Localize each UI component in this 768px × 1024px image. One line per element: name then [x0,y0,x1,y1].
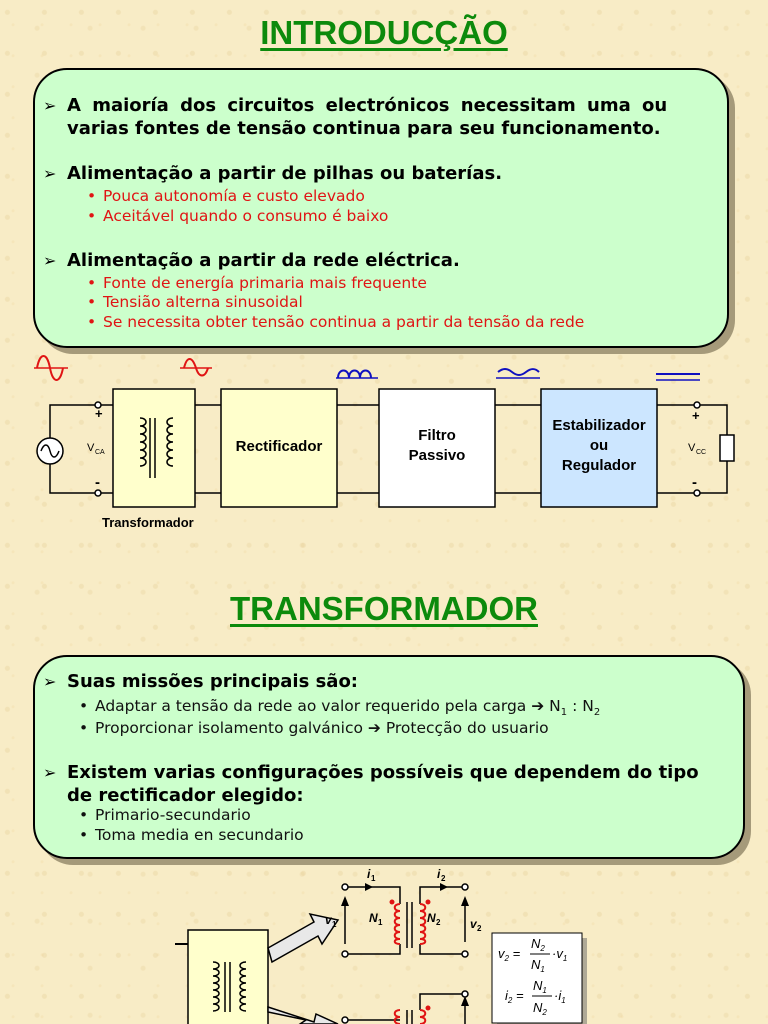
plus-sign: + [692,408,700,423]
sub-bullet-text: Toma media en secundario [95,826,304,844]
regulator-label-line2: ou [589,437,609,454]
i1-subscript: 1 [371,874,376,883]
regulator-label-line1: Estabilizador [552,417,646,434]
ratio-colon: : [567,697,583,715]
arrow-bullet-icon: ➢ [43,763,57,782]
v1-subscript: 1 [332,920,337,929]
sub-bullet-text: Se necessita obter tensão continua a partir da tensão da rede [103,313,585,331]
ratio-n1: N [549,697,561,715]
ratio-n2: N [582,697,594,715]
bullet-1-line1: A maioría dos circuitos electrónicos necessitam uma ou [67,95,668,116]
bullet-2-line1: Alimentação a partir de pilhas ou baterías. [67,163,503,184]
eq-i2: $i_2$ = [505,988,524,1005]
v2-subscript: 2 [477,924,482,933]
v1-label: v [325,913,332,927]
n1-label: N [369,911,378,925]
rectifier-label: Rectificador [235,438,323,455]
n1-subscript: 1 [378,918,383,927]
sub-bullet-text: Aceitável quando o consumo é baixo [103,207,389,225]
arrow-bullet-icon: ➢ [43,251,57,270]
ratio-n2-sub: 2 [593,707,601,719]
eq-v1: $\cdot v_1$ [552,946,568,963]
bullet-5-line2: de rectificador elegido: [67,785,304,806]
rectified-wave-icon [336,371,378,379]
n2-label: N [427,911,436,925]
i1-label: i [367,867,371,881]
terminal-icon [342,884,468,957]
transformer-block [188,930,268,1024]
sub-bullet-text: Tensião alterna sinusoidal [103,293,303,311]
polarity-dot-icon [426,1006,431,1011]
right-arrow-icon: ➔ [367,719,381,737]
sub-bullet-text: Protecção do usuario [385,719,549,737]
transformer-label: Transformador [102,515,194,530]
intro-title: INTRODUCÇÃO [260,14,508,51]
intro-box: ➢ A maioría dos circuitos electrónicos necessitam uma ou varias fontes de tensão continua para seu funcionamento. ➢ Alimentação a partir de pilhas ou baterías. • Pouca autonomía e custo elevado • Aceitável quando o consumo é baixo ➢ Alimentação a partir da rede eléctrica. • Fonte de energía primaria mais frequente • Tensião alterna sinusoidal • Se necessita obter tensão continua a partir da tensão da rede [33,68,729,348]
arrow-bullet-icon: ➢ [43,96,57,115]
zoom-arrow-icon [268,914,338,1024]
dc-level-icon [656,374,700,380]
eq-v-den: $N_1$ [531,957,545,974]
filter-label-line2: Passivo [408,447,466,464]
sub-bullet-text: Proporcionar isolamento galvánico [95,719,363,737]
bullet-5-line1: Existem varias configurações possíveis que dependem do tipo [67,762,699,783]
transformer-circuit-diagram [0,862,768,1024]
v2-label: v [470,917,477,931]
sub-bullet-text: Pouca autonomía e custo elevado [103,187,365,205]
minus-sign: - [95,474,100,491]
eq-v-num: $N_2$ [531,936,545,953]
sub-bullet-text: Primario-secundario [95,806,251,824]
sub-bullet-text: Fonte de energía primaria mais frequente [103,274,427,292]
polarity-dot-icon [390,900,395,905]
sub-bullet-text: Adaptar a tensão da rede ao valor requerido pela carga [95,697,527,715]
terminal-icon [342,991,468,1023]
right-arrow-icon: ➔ [531,697,545,715]
filter-label-line1: Filtro [418,427,456,444]
i2-label: i [437,867,441,881]
vca-subscript: CA [95,449,105,456]
power-supply-block-diagram [0,348,768,538]
ratio-n1-sub: 1 [560,707,568,719]
n2-subscript: 2 [436,918,441,927]
i2-subscript: 2 [441,874,446,883]
transformer-box: ➢ Suas missões principais são: • Adaptar a tensão da rede ao valor requerido pela carga ➔ $N_1$ : $N_2$ • Proporcionar isolamento galvánico ➔ Protecção do usuario ➢ Existem varias configurações possíveis que dependem do tipo de rectificador elegido: • Primario-secundario • Toma media en secundario [33,655,745,859]
polarity-dot-icon [426,900,431,905]
arrow-bullet-icon: ➢ [43,164,57,183]
bullet-1-line2: varias fontes de tensão continua para seu funcionamento. [67,118,661,139]
load-resistor-icon [720,435,734,461]
sine-wave-icon [34,356,212,380]
ac-source-icon [37,438,63,464]
bullet-4-line1: Suas missões principais são: [67,671,359,692]
eq-i1: $\cdot i_1$ [554,988,566,1005]
eq-v2: $v_2$ = [498,946,521,963]
eq-i-num: $N_1$ [533,978,547,995]
ripple-wave-icon [496,369,540,378]
vcc-label: V [688,442,696,454]
transformer-block [113,389,195,507]
vcc-subscript: CC [696,449,707,456]
arrow-bullet-icon: ➢ [43,672,57,691]
coil-icon [395,1010,426,1024]
eq-i-den: $N_2$ [533,1000,547,1017]
bullet-3-line1: Alimentação a partir da rede eléctrica. [67,250,460,271]
coil-icon [395,904,426,944]
vca-label: V [87,442,95,454]
plus-sign: + [95,406,103,421]
regulator-label-line3: Regulador [561,457,637,474]
minus-sign: - [692,474,697,491]
transformer-title: TRANSFORMADOR [230,590,538,627]
